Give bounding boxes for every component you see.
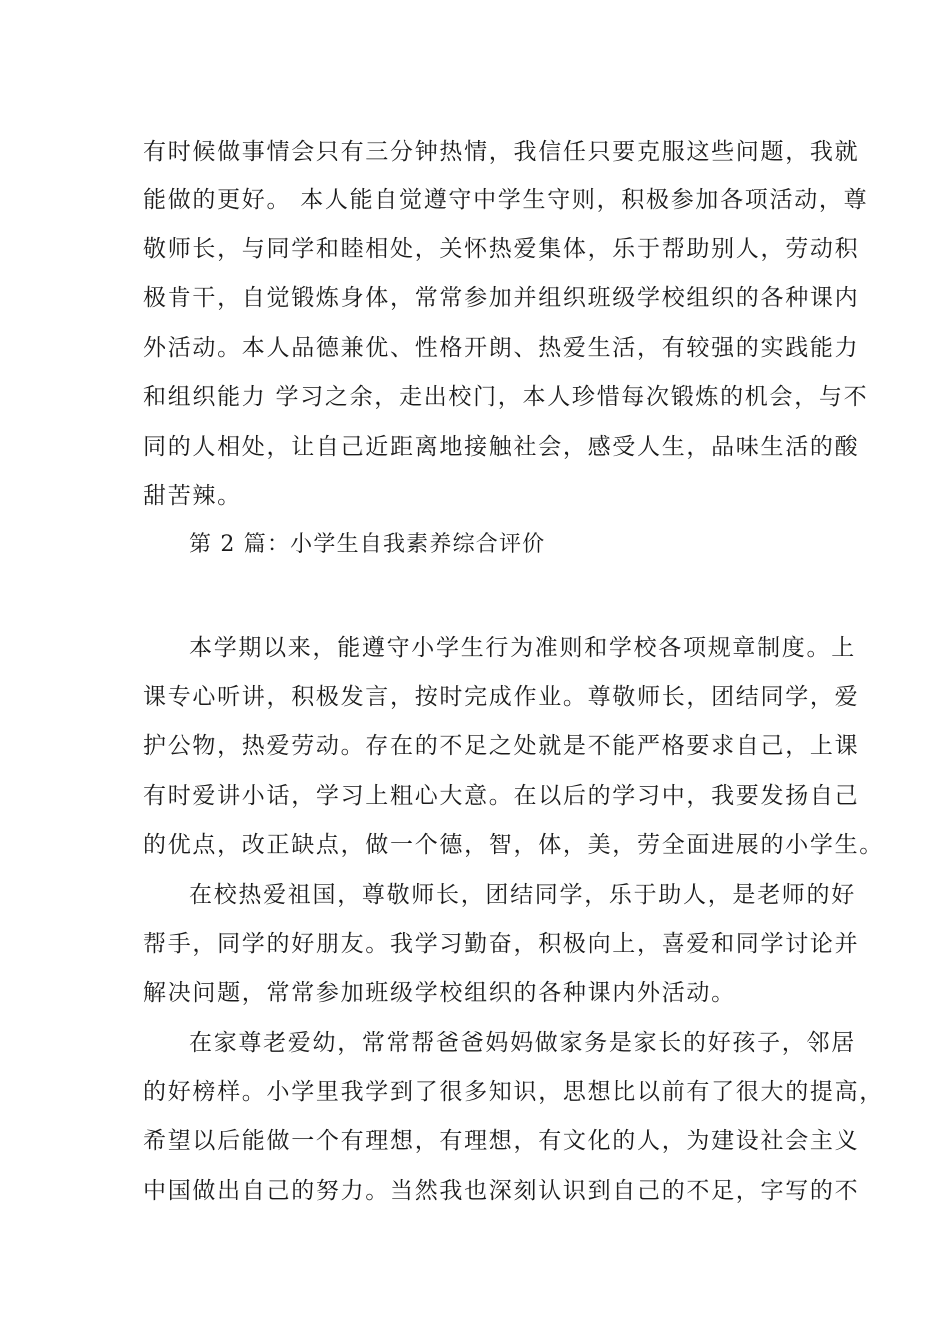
paragraph-line: 敬师长，与同学和睦相处，关怀热爱集体，乐于帮助别人，劳动积 bbox=[143, 236, 860, 262]
paragraph-line: 的优点，改正缺点，做一个德，智，体，美，劳全面进展的小学生。 bbox=[143, 832, 884, 858]
paragraph-line: 课专心听讲，积极发言，按时完成作业。尊敬师长，团结同学，爱 bbox=[143, 684, 860, 710]
paragraph-line: 在家尊老爱幼，常常帮爸爸妈妈做家务是家长的好孩子，邻居 bbox=[189, 1030, 856, 1056]
paragraph-line: 有时候做事情会只有三分钟热情，我信任只要克服这些问题，我就 bbox=[143, 139, 860, 165]
paragraph-line: 希望以后能做一个有理想，有理想，有文化的人，为建设社会主义 bbox=[143, 1128, 860, 1154]
paragraph-line: 本学期以来，能遵守小学生行为准则和学校各项规章制度。上 bbox=[189, 635, 856, 661]
paragraph-line: 中国做出自己的努力。当然我也深刻认识到自己的不足，字写的不 bbox=[143, 1178, 860, 1204]
paragraph-line: 同的人相处，让自己近距离地接触社会，感受人生，品味生活的酸 bbox=[143, 434, 860, 460]
section-heading: 第 2 篇：小学生自我素养综合评价 bbox=[189, 532, 546, 557]
paragraph-line: 外活动。本人品德兼优、性格开朗、热爱生活，有较强的实践能力 bbox=[143, 335, 860, 361]
paragraph-line: 在校热爱祖国，尊敬师长，团结同学，乐于助人，是老师的好 bbox=[189, 882, 856, 908]
paragraph-line: 解决问题，常常参加班级学校组织的各种课内外活动。 bbox=[143, 980, 736, 1006]
paragraph-line: 极肯干，自觉锻炼身体，常常参加并组织班级学校组织的各种课内 bbox=[143, 285, 860, 311]
paragraph-line: 能做的更好。 本人能自觉遵守中学生守则，积极参加各项活动，尊 bbox=[143, 187, 869, 213]
paragraph-line: 护公物，热爱劳动。存在的不足之处就是不能严格要求自己，上课 bbox=[143, 733, 860, 759]
paragraph-line: 帮手，同学的好朋友。我学习勤奋，积极向上，喜爱和同学讨论并 bbox=[143, 931, 860, 957]
paragraph-line: 有时爱讲小话，学习上粗心大意。在以后的学习中，我要发扬自己 bbox=[143, 783, 860, 809]
paragraph-line: 和组织能力 学习之余，走出校门，本人珍惜每次锻炼的机会，与不 bbox=[143, 384, 869, 410]
paragraph-line: 的好榜样。小学里我学到了很多知识，思想比以前有了很大的提高， bbox=[143, 1079, 884, 1105]
paragraph-line: 甜苦辣。 bbox=[143, 483, 242, 509]
